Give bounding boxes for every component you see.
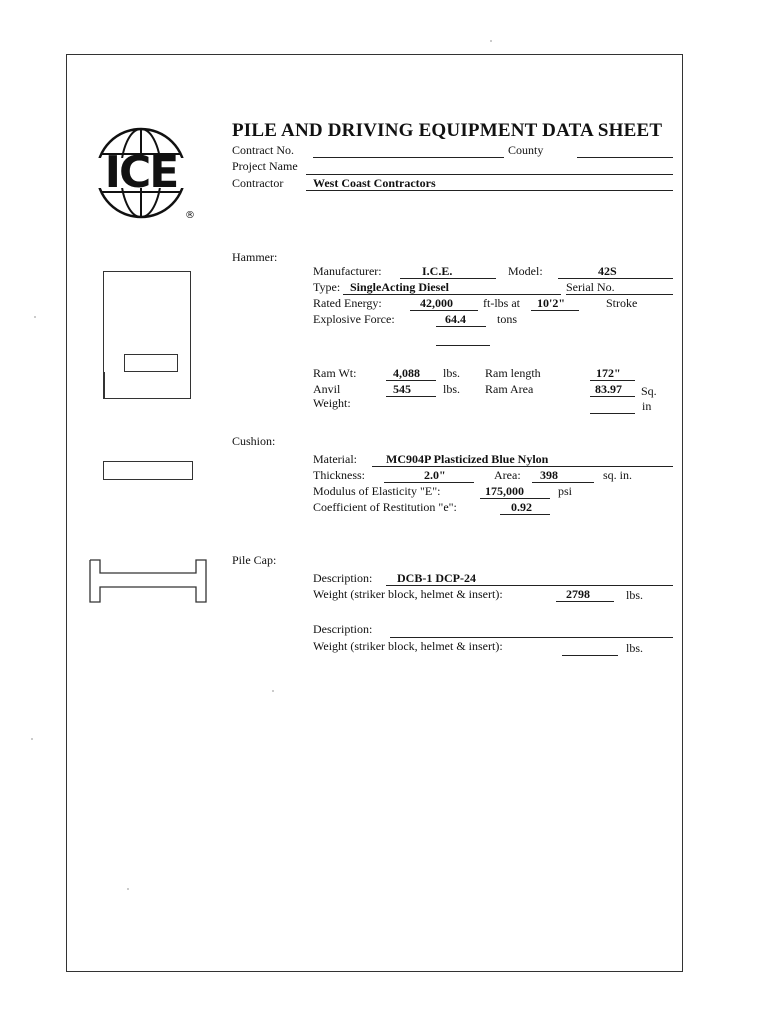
ram-length-label: Ram length bbox=[485, 366, 541, 380]
hammer-section-label: Hammer: bbox=[232, 250, 278, 264]
serial-field[interactable] bbox=[566, 294, 673, 295]
page-title: PILE AND DRIVING EQUIPMENT DATA SHEET bbox=[232, 120, 663, 141]
anvil-weight-value: 545 bbox=[393, 382, 411, 396]
stroke-field[interactable] bbox=[531, 310, 579, 311]
tons-label: tons bbox=[497, 312, 518, 326]
anvil-label: Anvil bbox=[313, 382, 341, 396]
project-name-label: Project Name bbox=[232, 159, 298, 173]
anvil-illustration bbox=[124, 354, 178, 372]
weight2-label: Weight (striker block, helmet & insert): bbox=[313, 639, 503, 653]
anvil-weight-field[interactable] bbox=[386, 396, 436, 397]
ram-length-field[interactable] bbox=[590, 380, 635, 381]
weight1-label: Weight (striker block, helmet & insert): bbox=[313, 587, 503, 601]
type-field[interactable] bbox=[343, 294, 561, 295]
explosive-force-label: Explosive Force: bbox=[313, 312, 395, 326]
ram-weight-field[interactable] bbox=[386, 380, 436, 381]
explosive-force-value: 64.4 bbox=[445, 312, 466, 326]
pile-cap-section-label: Pile Cap: bbox=[232, 553, 277, 567]
restitution-field[interactable] bbox=[500, 514, 550, 515]
weight2-field[interactable] bbox=[562, 655, 618, 656]
weight2-unit: lbs. bbox=[626, 641, 644, 655]
model-label: Model: bbox=[508, 264, 543, 278]
description1-value: DCB-1 DCP-24 bbox=[397, 571, 476, 585]
material-field[interactable] bbox=[372, 466, 673, 467]
manufacturer-label: Manufacturer: bbox=[313, 264, 382, 278]
area-field[interactable] bbox=[532, 482, 594, 483]
material-value: MC904P Plasticized Blue Nylon bbox=[386, 452, 549, 466]
project-name-field[interactable] bbox=[306, 174, 673, 175]
contract-label: Contract No. bbox=[232, 143, 294, 157]
county-label: County bbox=[508, 143, 544, 157]
county-field[interactable] bbox=[577, 157, 673, 158]
ram-weight-label: Ram Wt: bbox=[313, 366, 357, 380]
rated-energy-label: Rated Energy: bbox=[313, 296, 382, 310]
weight1-field[interactable] bbox=[556, 601, 614, 602]
type-label: Type: bbox=[313, 280, 341, 294]
contractor-label: Contractor bbox=[232, 176, 284, 190]
sq-label: Sq. bbox=[641, 384, 657, 398]
model-value: 42S bbox=[598, 264, 617, 278]
ram-area-value: 83.97 bbox=[595, 382, 622, 396]
contractor-value: West Coast Contractors bbox=[313, 176, 436, 190]
ram-weight-value: 4,088 bbox=[393, 366, 420, 380]
description1-field[interactable] bbox=[386, 585, 673, 586]
weight1-unit: lbs. bbox=[626, 588, 644, 602]
ice-logo bbox=[86, 118, 198, 230]
ram-area-field[interactable] bbox=[590, 396, 635, 397]
anvil-weight-label: Weight: bbox=[313, 396, 351, 410]
rated-energy-field[interactable] bbox=[410, 310, 478, 311]
model-field[interactable] bbox=[558, 278, 673, 279]
cushion-illustration bbox=[103, 461, 193, 480]
restitution-label: Coefficient of Restitution "e": bbox=[313, 500, 457, 514]
modulus-field[interactable] bbox=[480, 498, 550, 499]
description2-label: Description: bbox=[313, 622, 373, 636]
explosive-force-field[interactable] bbox=[436, 326, 486, 327]
scan-speck bbox=[31, 738, 33, 740]
thickness-value: 2.0" bbox=[424, 468, 446, 482]
area-label: Area: bbox=[494, 468, 521, 482]
scan-speck bbox=[127, 888, 129, 890]
area-value: 398 bbox=[540, 468, 558, 482]
manufacturer-field[interactable] bbox=[400, 278, 496, 279]
logo-text: ICE bbox=[104, 147, 178, 198]
scan-speck bbox=[490, 40, 492, 42]
serial-label: Serial No. bbox=[566, 280, 615, 294]
stroke-label: Stroke bbox=[606, 296, 638, 310]
blank-line bbox=[436, 345, 490, 346]
manufacturer-value: I.C.E. bbox=[422, 264, 453, 278]
anvil-weight-unit: lbs. bbox=[443, 382, 461, 396]
contractor-field[interactable] bbox=[306, 190, 673, 191]
ram-area-extra-line bbox=[590, 413, 635, 414]
type-value: SingleActing Diesel bbox=[350, 280, 449, 294]
ram-weight-unit: lbs. bbox=[443, 366, 461, 380]
material-label: Material: bbox=[313, 452, 357, 466]
scan-speck bbox=[272, 690, 274, 692]
hammer-base-left bbox=[104, 372, 125, 398]
contract-field[interactable] bbox=[313, 157, 504, 158]
description1-label: Description: bbox=[313, 571, 373, 585]
rated-energy-value: 42,000 bbox=[420, 296, 453, 310]
thickness-label: Thickness: bbox=[313, 468, 365, 482]
ram-area-label: Ram Area bbox=[485, 382, 534, 396]
modulus-label: Modulus of Elasticity "E": bbox=[313, 484, 441, 498]
psi-label: psi bbox=[558, 484, 573, 498]
modulus-value: 175,000 bbox=[485, 484, 524, 498]
ram-length-value: 172" bbox=[596, 366, 621, 380]
pile-cap-illustration bbox=[86, 556, 210, 606]
weight1-value: 2798 bbox=[566, 587, 590, 601]
area-unit: sq. in. bbox=[603, 468, 633, 482]
registered-mark: ® bbox=[185, 210, 195, 221]
restitution-value: 0.92 bbox=[511, 500, 532, 514]
description2-field[interactable] bbox=[390, 637, 673, 638]
scan-speck bbox=[34, 316, 36, 318]
cushion-section-label: Cushion: bbox=[232, 434, 276, 448]
in-label: in bbox=[642, 399, 652, 413]
thickness-field[interactable] bbox=[384, 482, 474, 483]
stroke-value: 10'2" bbox=[537, 296, 565, 310]
ftlbs-at-label: ft-lbs at bbox=[483, 296, 520, 310]
